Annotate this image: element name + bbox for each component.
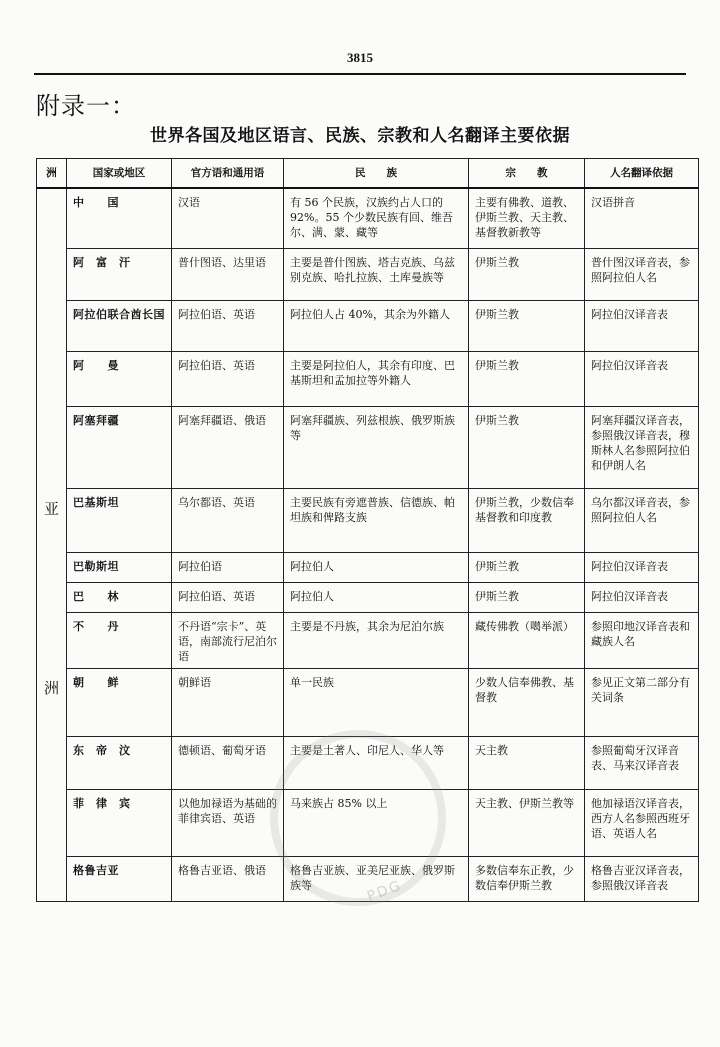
religion-cell: 主要有佛教、道教、伊斯兰教、天主教、基督教新教等: [469, 188, 585, 248]
continent-char-1: 亚: [43, 500, 59, 518]
watermark-text: PDG: [364, 877, 405, 905]
naming-cell: 参照印地汉译音表和藏族人名: [585, 612, 699, 668]
language-cell: 不丹语“宗卡”、英语，南部流行尼泊尔语: [172, 612, 284, 668]
column-header-language: 官方语和通用语: [172, 159, 284, 189]
language-cell: 普什图语、达里语: [172, 248, 284, 300]
country-cell: 中 国: [67, 188, 172, 248]
language-cell: 德顿语、葡萄牙语: [172, 736, 284, 789]
ethnicity-cell: 主要是阿拉伯人，其余有印度、巴基斯坦和孟加拉等外籍人: [284, 351, 469, 406]
column-header-ethnicity: 民 族: [284, 159, 469, 189]
appendix-label: 附录一：: [36, 92, 136, 120]
country-cell: 格鲁吉亚: [67, 856, 172, 901]
language-cell: 以他加禄语为基础的菲律宾语、英语: [172, 789, 284, 856]
naming-cell: 汉语拼音: [585, 188, 699, 248]
religion-cell: 伊斯兰教: [469, 406, 585, 488]
religion-cell: 少数人信奉佛教、基督教: [469, 668, 585, 736]
table-row: [37, 406, 699, 488]
table-row: [37, 856, 699, 901]
column-header-naming: 人名翻译依据: [585, 159, 699, 189]
ethnicity-cell: 主要民族有旁遮普族、信德族、帕坦族和俾路支族: [284, 488, 469, 552]
country-cell: 东 帝 汶: [67, 736, 172, 789]
religion-cell: 伊斯兰教: [469, 300, 585, 351]
language-cell: 阿拉伯语、英语: [172, 351, 284, 406]
ethnicity-cell: 有 56 个民族，汉族约占人口的 92%。55 个少数民族有回、维吾尔、满、蒙、藏等: [284, 188, 469, 248]
country-cell: 菲 律 宾: [67, 789, 172, 856]
table-row: [37, 582, 699, 612]
naming-cell: 乌尔都汉译音表，参照阿拉伯人名: [585, 488, 699, 552]
column-header-country: 国家或地区: [67, 159, 172, 189]
table-row: [37, 668, 699, 736]
religion-cell: 多数信奉东正教，少数信奉伊斯兰教: [469, 856, 585, 901]
column-header-religion: 宗 教: [469, 159, 585, 189]
country-cell: 阿拉伯联合酋长国: [67, 300, 172, 351]
continent-cell: [37, 188, 67, 901]
country-cell: 不 丹: [67, 612, 172, 668]
religion-cell: 伊斯兰教: [469, 248, 585, 300]
table-row: [37, 188, 699, 248]
table-row: [37, 612, 699, 668]
table-row: [37, 488, 699, 552]
table-row: [37, 552, 699, 582]
naming-cell: 阿塞拜疆汉译音表，参照俄汉译音表，穆斯林人名参照阿拉伯和伊朗人名: [585, 406, 699, 488]
language-cell: 阿拉伯语: [172, 552, 284, 582]
header-rule: [34, 73, 686, 75]
ethnicity-cell: 主要是普什图族、塔吉克族、乌兹别克族、哈扎拉族、土库曼族等: [284, 248, 469, 300]
language-cell: 朝鲜语: [172, 668, 284, 736]
naming-cell: 阿拉伯汉译音表: [585, 351, 699, 406]
naming-cell: 阿拉伯汉译音表: [585, 582, 699, 612]
language-cell: 阿拉伯语、英语: [172, 582, 284, 612]
naming-cell: 他加禄语汉译音表，西方人名参照西班牙语、英语人名: [585, 789, 699, 856]
document-title: 世界各国及地区语言、民族、宗教和人名翻译主要依据: [150, 126, 570, 146]
table-row: [37, 248, 699, 300]
country-cell: 阿塞拜疆: [67, 406, 172, 488]
table-header-row: [37, 159, 699, 189]
country-cell: 巴 林: [67, 582, 172, 612]
table-row: [37, 789, 699, 856]
country-cell: 巴勒斯坦: [67, 552, 172, 582]
naming-cell: 阿拉伯汉译音表: [585, 300, 699, 351]
table-row: [37, 736, 699, 789]
language-cell: 格鲁吉亚语、俄语: [172, 856, 284, 901]
ethnicity-cell: 阿塞拜疆族、列兹根族、俄罗斯族等: [284, 406, 469, 488]
country-cell: 阿 曼: [67, 351, 172, 406]
continent-char-2: 洲: [43, 679, 59, 697]
country-cell: 朝 鲜: [67, 668, 172, 736]
religion-cell: 伊斯兰教: [469, 552, 585, 582]
religion-cell: 藏传佛教（噶举派）: [469, 612, 585, 668]
religion-cell: 伊斯兰教，少数信奉基督教和印度教: [469, 488, 585, 552]
naming-cell: 参见正文第二部分有关词条: [585, 668, 699, 736]
religion-cell: 伊斯兰教: [469, 351, 585, 406]
religion-cell: 天主教、伊斯兰教等: [469, 789, 585, 856]
religion-cell: 天主教: [469, 736, 585, 789]
language-cell: 阿拉伯语、英语: [172, 300, 284, 351]
ethnicity-cell: 马来族占 85% 以上: [284, 789, 469, 856]
table-row: [37, 351, 699, 406]
ethnicity-cell: 阿拉伯人: [284, 582, 469, 612]
ethnicity-cell: 阿拉伯人占 40%，其余为外籍人: [284, 300, 469, 351]
naming-cell: 普什图汉译音表，参照阿拉伯人名: [585, 248, 699, 300]
religion-cell: 伊斯兰教: [469, 582, 585, 612]
ethnicity-cell: 主要是土著人、印尼人、华人等: [284, 736, 469, 789]
page-number: 3815: [347, 50, 373, 65]
reference-table: [36, 158, 699, 902]
column-header-continent: 洲: [37, 159, 67, 189]
naming-cell: 参照葡萄牙汉译音表、马来汉译音表: [585, 736, 699, 789]
table-row: [37, 300, 699, 351]
country-cell: 阿 富 汗: [67, 248, 172, 300]
language-cell: 乌尔都语、英语: [172, 488, 284, 552]
ethnicity-cell: 主要是不丹族，其余为尼泊尔族: [284, 612, 469, 668]
language-cell: 阿塞拜疆语、俄语: [172, 406, 284, 488]
ethnicity-cell: 阿拉伯人: [284, 552, 469, 582]
naming-cell: 格鲁吉亚汉译音表，参照俄汉译音表: [585, 856, 699, 901]
ethnicity-cell: 格鲁吉亚族、亚美尼亚族、俄罗斯族等: [284, 856, 469, 901]
country-cell: 巴基斯坦: [67, 488, 172, 552]
ethnicity-cell: 单一民族: [284, 668, 469, 736]
language-cell: 汉语: [172, 188, 284, 248]
naming-cell: 阿拉伯汉译音表: [585, 552, 699, 582]
